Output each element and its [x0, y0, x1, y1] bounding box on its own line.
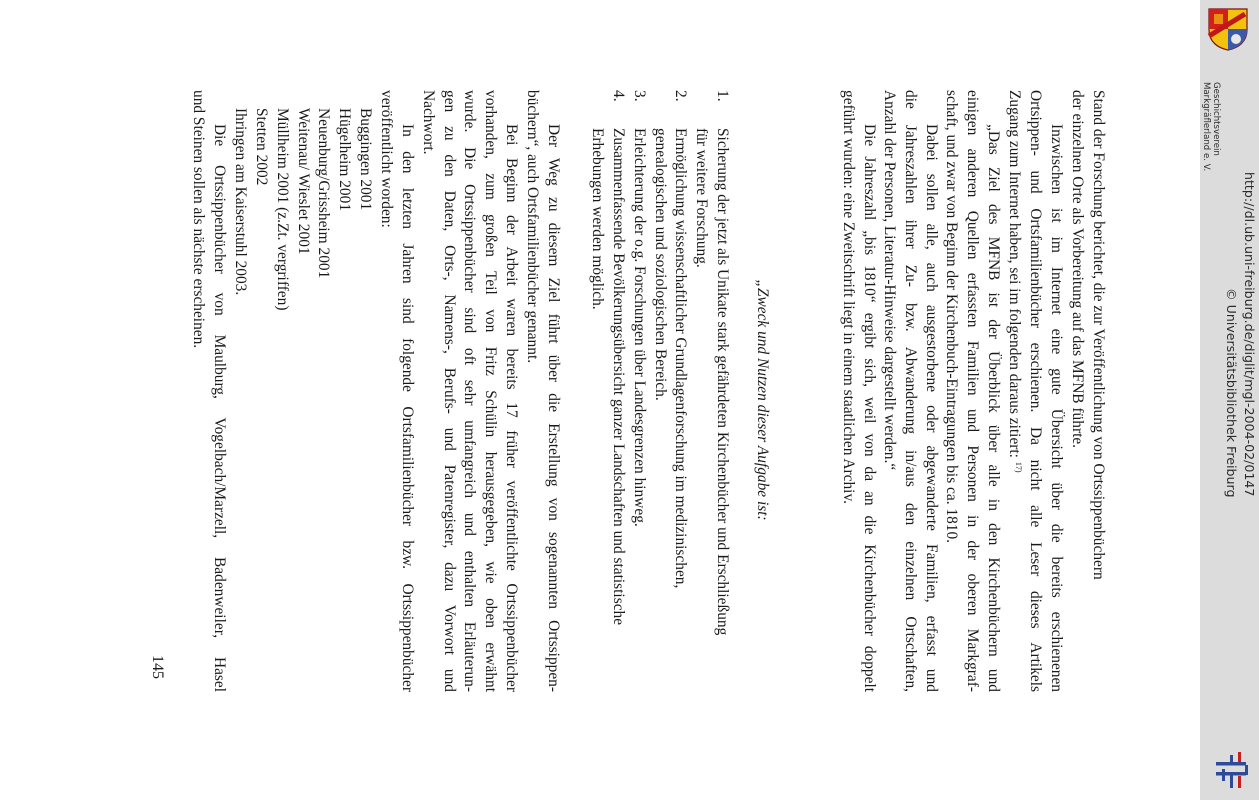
weg-paragraph: [521, 90, 563, 692]
page-number: 145: [149, 655, 166, 679]
text-line: In den letzten Jahren sind folgende Ortsfamilienbücher bzw. Ortssippenbücher: [399, 124, 416, 692]
purpose-list: [586, 90, 732, 710]
intro-paragraph: [1066, 90, 1108, 692]
list-item: Weitenau/ Wieslet 2001: [294, 108, 312, 255]
list-item: Stetten 2002: [253, 108, 271, 186]
text-line: „Das Ziel des MFNB ist der Überblick über alle in den Kirchenbüchern und: [985, 124, 1002, 692]
list-item: Ihringen am Kaiserstuhl 2003.: [232, 108, 250, 296]
text-line: Dabei sollen alle, auch ausgestorbene oder abgewanderte Familien, erfasst und: [923, 124, 940, 692]
markgraeflerland-crest-icon: [1205, 6, 1251, 52]
text-line: schaft, und zwar von Beginn der Kirchenbuch-Eintragungen bis ca. 1810.: [943, 90, 961, 544]
section-heading: „Zweck und Nutzen dieser Aufgabe ist:: [754, 279, 771, 521]
beginn-paragraph: [417, 90, 521, 692]
sidebar-rotated-content: [1200, 0, 1259, 800]
text-line: veröffentlicht worden:: [378, 90, 396, 228]
text-line: Anzahl der Personen, Literatur-Hinweise dargestellt werden.“: [881, 90, 899, 471]
text-line: Die Jahreszahl „bis 1810“ ergibt sich, weil von da an die Kirchenbücher doppelt: [861, 124, 878, 692]
internet-paragraph: [1004, 90, 1066, 692]
text-line: Die Ortssippenbücher von Maulburg, Vogelbach/Marzell, Badenweiler, Hasel: [211, 124, 228, 692]
text-line: Bei Beginn der Arbeit waren bereits 17 früher veröffentlichte Ortssippenbücher: [503, 124, 520, 692]
list-item: Hügelheim 2001: [336, 108, 354, 212]
ub-freiburg-logo-icon: [1212, 748, 1254, 792]
text-line: Der Weg zu diesem Ziel führt über die Erstellung von sogenannten Ortssippen-: [545, 124, 562, 692]
text-line: wurde. Die Ortssippenbücher sind oft sehr umfangreich und enthalten Erläuterun-: [461, 90, 479, 692]
text-line: geführt wurden: eine Zweitschrift liegt in einem staatlichen Archiv.: [840, 90, 858, 504]
permalink-url[interactable]: http://dl.ub.uni-freiburg.de/diglit/mgl-2004-02/0147: [1242, 172, 1257, 497]
jahreszahl-paragraph: [837, 90, 879, 692]
dabei-paragraph: [879, 90, 941, 692]
text-line: und Steinen sollen als nächste erscheinen.: [190, 90, 208, 349]
closing-paragraph: [187, 90, 229, 692]
list-item: 1. Sicherung der jetzt als Unikate stark gefährdeten Kirchenbücher und Erschließung für weitere Forschung.: [693, 90, 731, 636]
list-item: Neuenburg/Grissheim 2001: [315, 108, 333, 279]
list-item: 4. Zusammenfassende Bevölkerungsübersicht ganzer Landschaften und statistische Erhebungen werden möglich.: [589, 90, 628, 626]
quote-paragraph: [941, 90, 1003, 692]
list-item: 3. Erleichterung der o.g. Forschungen über Landesgrenzen hinweg.: [630, 90, 648, 527]
letzten-paragraph: [375, 90, 417, 692]
society-name-line1: Geschichtsverein: [1211, 82, 1221, 156]
text-line: gen zu den Daten, Orts-, Namens-, Berufs- und Patenregister, dazu Vorwort und: [440, 90, 458, 692]
text-line: Nachwort.: [419, 90, 437, 155]
text-line: einigen anderen Quellen erfassten Familien und Personen in der oberen Markgraf-: [964, 90, 982, 692]
list-item: 2. Ermöglichung wissenschaftlicher Grundlagenforschung im medizinischen, genealogischen und soziologischen Bereich.: [651, 90, 690, 589]
text-line: Stand der Forschung berichtet, die zur Veröffentlichung von Ortssippenbüchern: [1090, 90, 1107, 580]
society-name-line2: Markgräflerland e. V.: [1201, 82, 1211, 172]
places-list: [229, 90, 375, 710]
text-line: büchern“, auch Ortsfamilienbücher genannt.: [524, 90, 542, 364]
list-item: Müllheim 2001 (z.Zt. vergriffen): [273, 108, 291, 311]
library-copyright: © Universitätsbibliothek Freiburg: [1224, 288, 1239, 498]
list-item: Buggingen 2001: [357, 108, 374, 211]
text-line: Ortsippen- und Ortsfamilienbücher erschienen. Da nicht alle Leser dieses Artikels: [1027, 90, 1045, 692]
text-line: Inzwischen ist im Internet eine gute Übersicht über die bereits erschienenen: [1048, 124, 1065, 692]
footnote-ref: 17): [1014, 461, 1024, 473]
text-line: die Jahreszahlen ihrer Zu- bzw. Abwanderung in/aus den einzelnen Ortschaften,: [902, 90, 920, 692]
digitization-sidebar: [1200, 0, 1259, 800]
text-line: Zugang zum Internet haben, sei im folgenden daraus zitiert: $^{17)}$: [1006, 90, 1024, 473]
text-line: vorhanden, zum großen Teil von Fritz Schülin herausgegeben, wie oben erwähnt: [482, 90, 500, 692]
text-line: der einzelnen Orte als Vorbereitung auf das MFNB führte.: [1069, 90, 1087, 449]
